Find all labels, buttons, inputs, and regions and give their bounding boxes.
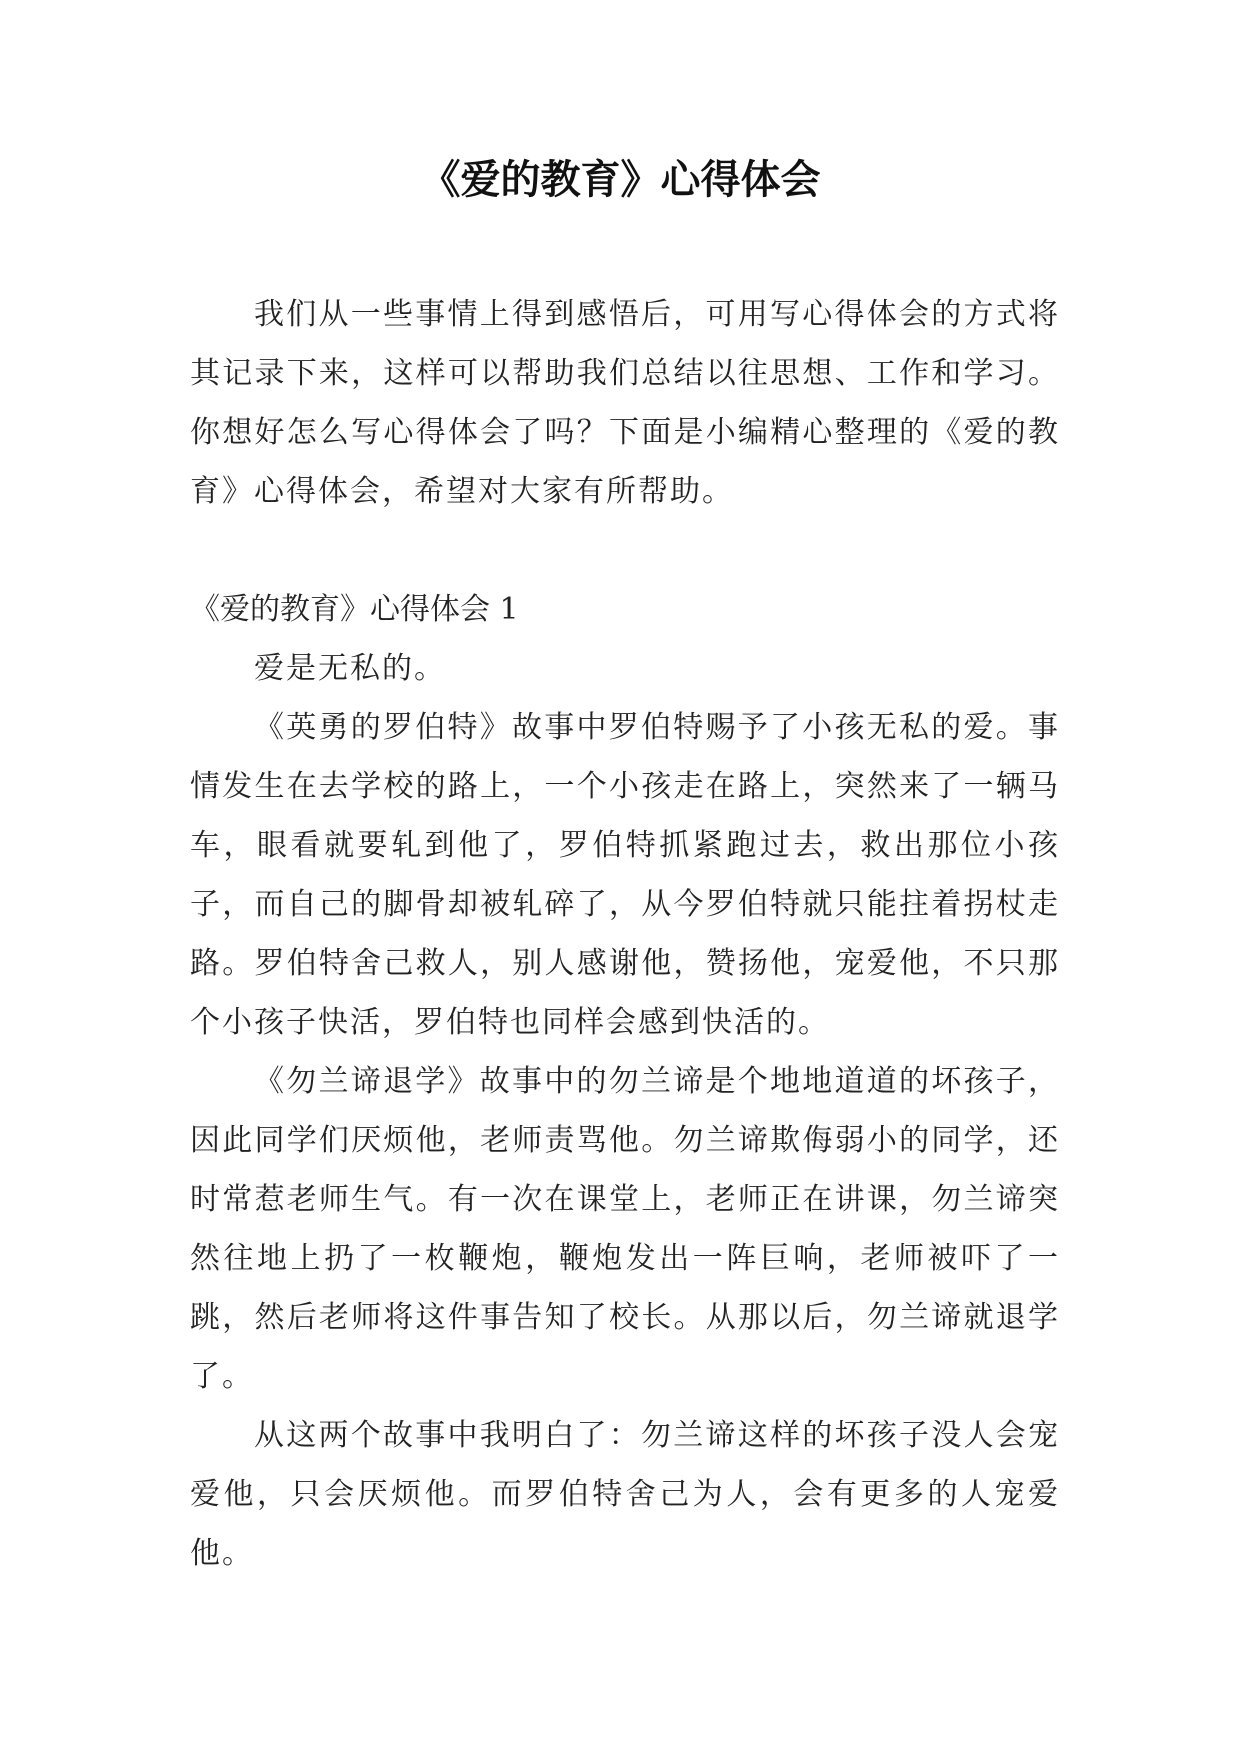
paragraph-4: 从这两个故事中我明白了：勿兰谛这样的坏孩子没人会宠爱他，只会厌烦他。而罗伯特舍己为人，会有更多的人宠爱他。: [190, 1418, 1060, 1571]
document-body: [190, 285, 1060, 1583]
section-heading: 《爱的教育》心得体会 1: [190, 592, 519, 627]
intro-paragraph: 我们从一些事情上得到感悟后，可用写心得体会的方式将其记录下来，这样可以帮助我们总结以往思想、工作和学习。你想好怎么写心得体会了吗？下面是小编精心整理的《爱的教育》心得体会，希望对大家有所帮助。: [190, 297, 1060, 509]
paragraph-2: 《英勇的罗伯特》故事中罗伯特赐予了小孩无私的爱。事情发生在去学校的路上，一个小孩走在路上，突然来了一辆马车，眼看就要轧到他了，罗伯特抓紧跑过去，救出那位小孩子，而自己的脚骨却被轧碎了，从今罗伯特就只能拄着拐杖走路。罗伯特舍己救人，别人感谢他，赞扬他，宠爱他，不只那个小孩子快活，罗伯特也同样会感到快活的。: [190, 710, 1060, 1040]
paragraph-3: 《勿兰谛退学》故事中的勿兰谛是个地地道道的坏孩子，因此同学们厌烦他，老师责骂他。勿兰谛欺侮弱小的同学，还时常惹老师生气。有一次在课堂上，老师正在讲课，勿兰谛突然往地上扔了一枚鞭炮，鞭炮发出一阵巨响，老师被吓了一跳，然后老师将这件事告知了校长。从那以后，勿兰谛就退学了。: [190, 1064, 1060, 1394]
paragraph-1: 爱是无私的。: [254, 651, 446, 686]
document-title: 《爱的教育》心得体会: [420, 157, 821, 203]
